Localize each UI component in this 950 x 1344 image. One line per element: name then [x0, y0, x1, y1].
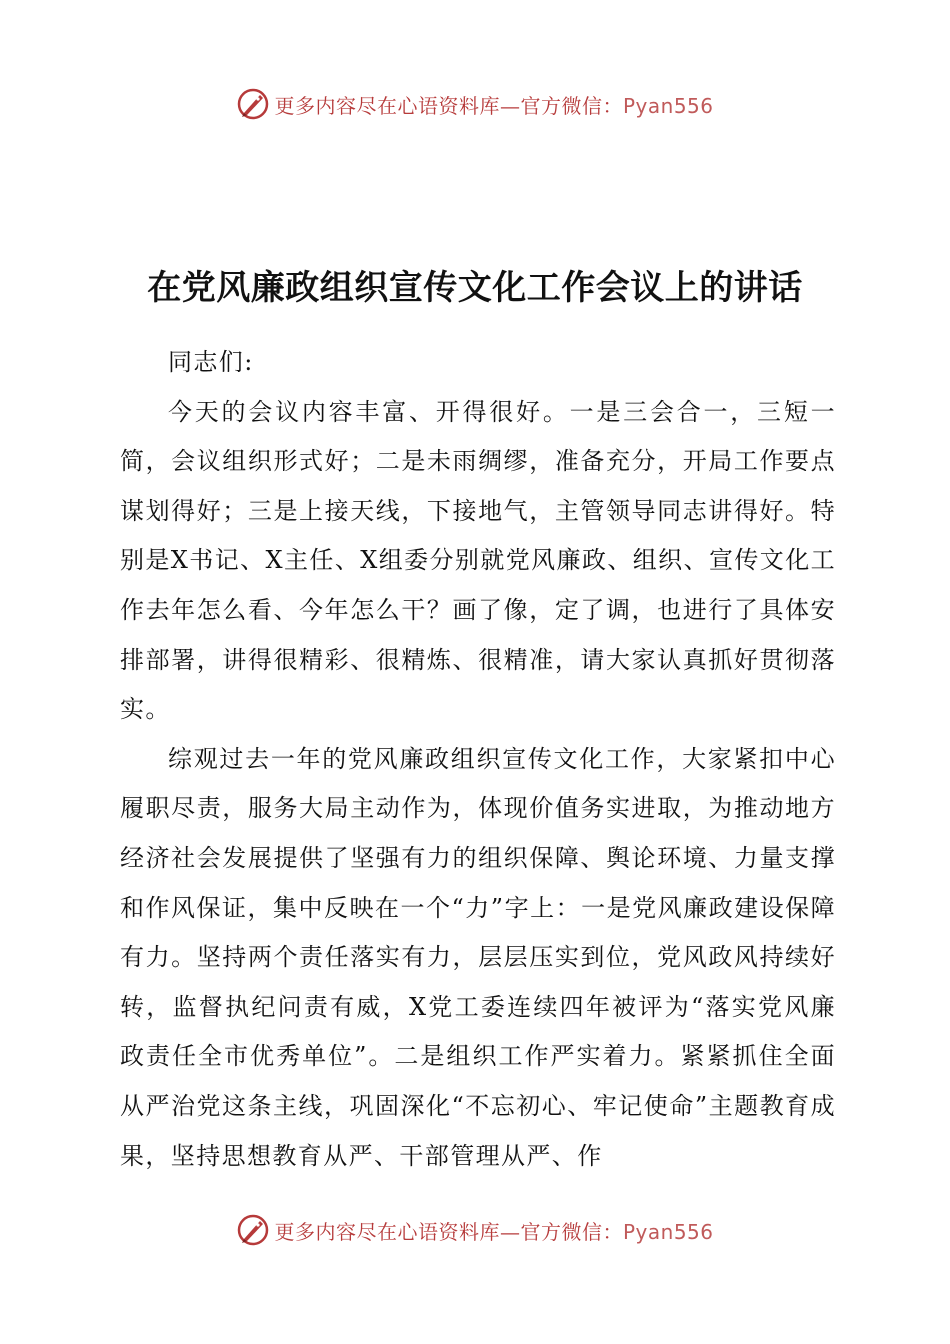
paragraph: 综观过去一年的党风廉政组织宣传文化工作，大家紧扣中心履职尽责，服务大局主动作为，体现价值务实进取，为推动地方经济社会发展提供了坚强有力的组织保障、舆论环境、力量支撑和作风保证，集中反映在一个“力”字上：一是党风廉政建设保障有力。坚持两个责任落实有力，层层压实到位，党风政风持续好转，监督执纪问责有威，X党工委连续四年被评为“落实党风廉政责任全市优秀单位”。二是组织工作严实着力。紧紧抓住全面从严治党这条主线，巩固深化“不忘初心、牢记使命”主题教育成果，坚持思想教育从严、干部管理从严、作	[120, 744, 836, 1170]
greeting: 同志们:	[168, 348, 254, 376]
footer-watermark-banner	[0, 1210, 950, 1250]
banner-text	[274, 1216, 713, 1245]
pen-nib-logo-icon	[236, 87, 270, 121]
document-title: 在党风廉政组织宣传文化工作会议上的讲话	[147, 268, 803, 308]
wechat-id: Pyan556	[622, 93, 714, 118]
pen-nib-logo-icon	[236, 1213, 270, 1247]
banner-text	[274, 90, 713, 119]
paragraph: 今天的会议内容丰富、开得很好。一是三会合一，三短一简，会议组织形式好；二是未雨绸缪，准备充分，开局工作要点谋划得好；三是上接天线，下接地气，主管领导同志讲得好。特别是X书记、X主任、X组委分别就党风廉政、组织、宣传文化工作去年怎么看、今年怎么干？画了像，定了调，也进行了具体安排部署，讲得很精彩、很精炼、很精准，请大家认真抓好贯彻落实。	[120, 397, 836, 724]
banner-caption: 更多内容尽在心语资料库—官方微信：	[274, 93, 623, 118]
document-body	[120, 338, 836, 1181]
banner-caption: 更多内容尽在心语资料库—官方微信：	[274, 1219, 623, 1244]
header-watermark-banner	[0, 84, 950, 124]
wechat-id: Pyan556	[622, 1219, 714, 1244]
